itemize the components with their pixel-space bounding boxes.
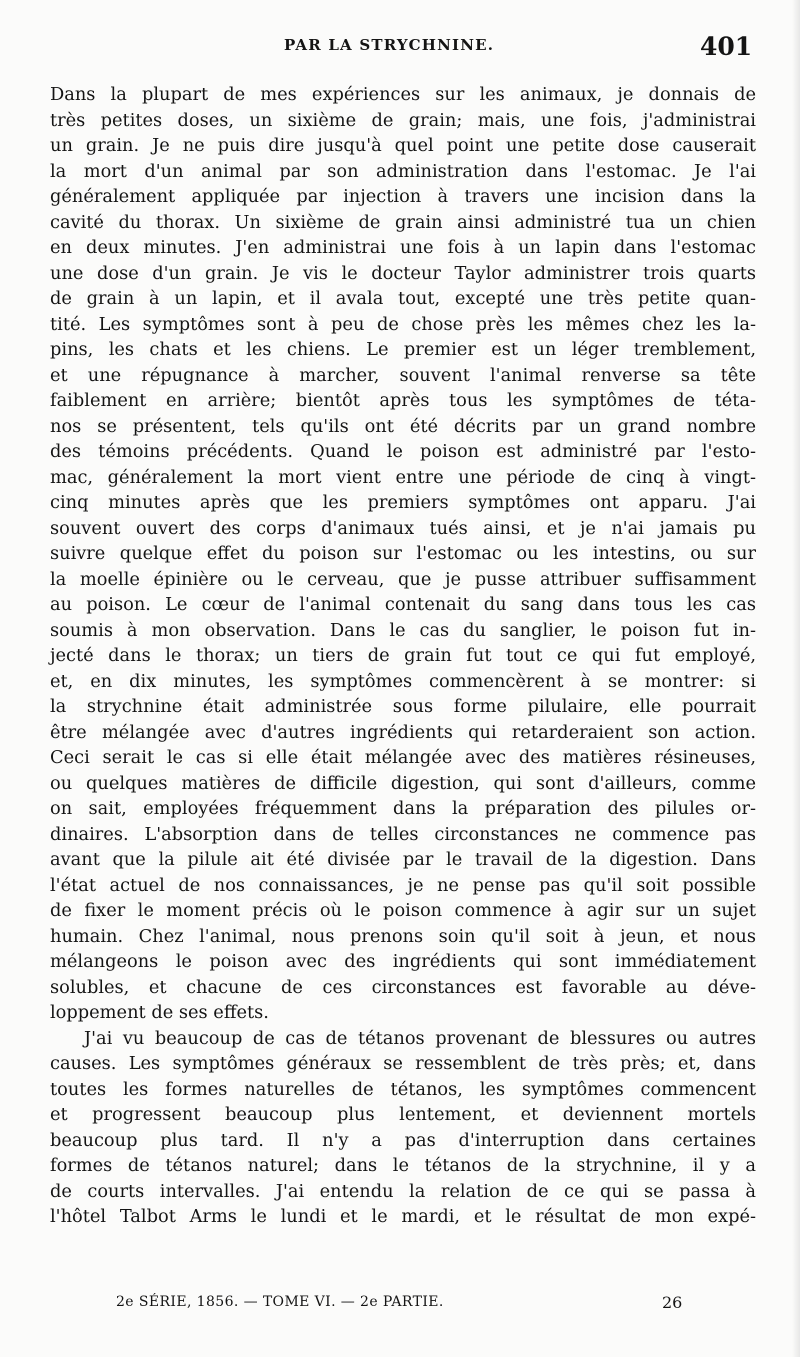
text-line: Ceci serait le cas si elle était mélangée avec des matières résineuses,	[50, 747, 756, 768]
text-line: et progressent beaucoup plus lentement, et deviennent mortels	[50, 1104, 756, 1125]
paragraph-start-line: J'ai vu beaucoup de cas de tétanos provenant de blessures ou autres	[84, 1027, 756, 1049]
text-line: avant que la pilule ait été divisée par le travail de la digestion. Dans	[50, 849, 756, 870]
text-line: nos se présentent, tels qu'ils ont été décrits par un grand nombre	[50, 415, 756, 437]
text-line: solubles, et chacune de ces circonstances est favorable au déve-	[50, 976, 756, 998]
running-title: PAR LA STRYCHNINE.	[284, 36, 495, 54]
text-line: cavité du thorax. Un sixième de grain ainsi administré tua un chien	[50, 211, 756, 233]
text-line: être mélangée avec d'autres ingrédients qui retarderaient son action.	[50, 721, 756, 743]
text-line: pins, les chats et les chiens. Le premier est un léger tremblement,	[50, 339, 756, 360]
text-line: la mort d'un animal par son administration dans l'estomac. Je l'ai	[50, 160, 756, 182]
text-line: la strychnine était administrée sous forme pilulaire, elle pourrait	[50, 696, 756, 717]
text-line: beaucoup plus tard. Il n'y a pas d'interruption dans certaines	[50, 1129, 756, 1151]
text-line: l'hôtel Talbot Arms le lundi et le mardi, et le résultat de mon expé-	[50, 1206, 756, 1227]
footer-signature: 2e SÉRIE, 1856. — TOME VI. — 2e PARTIE.	[116, 1294, 444, 1310]
sheet-number: 26	[662, 1293, 683, 1312]
text-line: on sait, employées fréquemment dans la préparation des pilules or-	[50, 798, 756, 819]
text-line: l'état actuel de nos connaissances, je ne pense pas qu'il soit possible	[50, 874, 756, 896]
text-line: suivre quelque effet du poison sur l'estomac ou les intestins, ou sur	[50, 543, 756, 564]
body-text	[50, 82, 756, 1230]
text-line: causes. Les symptômes généraux se ressemblent de très près; et, dans	[50, 1053, 756, 1074]
text-line: soumis à mon observation. Dans le cas du sanglier, le poison fut in-	[50, 619, 756, 641]
text-line: humain. Chez l'animal, nous prenons soin qu'il soit à jeun, et nous	[50, 925, 756, 947]
text-line: mélangeons le poison avec des ingrédients qui sont immédiatement	[50, 951, 756, 972]
text-line: de courts intervalles. J'ai entendu la relation de ce qui se passa à	[50, 1180, 756, 1202]
text-line: généralement appliquée par injection à travers une incision dans la	[50, 186, 756, 207]
text-line: cinq minutes après que les premiers symptômes ont apparu. J'ai	[50, 492, 756, 513]
text-line: faiblement en arrière; bientôt après tous les symptômes de téta-	[50, 390, 756, 411]
text-line: un grain. Je ne puis dire jusqu'à quel point une petite dose causerait	[50, 135, 756, 156]
text-line: mac, généralement la mort vient entre une période de cinq à vingt-	[50, 466, 756, 488]
text-line: tité. Les symptômes sont à peu de chose près les mêmes chez les la-	[50, 313, 756, 335]
text-line: et, en dix minutes, les symptômes commencèrent à se montrer: si	[50, 670, 756, 692]
paragraph-end-line: loppement de ses effets.	[50, 1002, 269, 1023]
text-line: au poison. Le cœur de l'animal contenait du sang dans tous les cas	[50, 594, 756, 615]
text-line: Dans la plupart de mes expériences sur les animaux, je donnais de	[50, 84, 756, 105]
text-line: en deux minutes. J'en administrai une fois à un lapin dans l'estomac	[50, 237, 756, 258]
text-line: jecté dans le thorax; un tiers de grain fut tout ce qui fut employé,	[50, 645, 756, 666]
text-line: formes de tétanos naturel; dans le tétanos de la strychnine, il y a	[50, 1155, 756, 1176]
text-line: dinaires. L'absorption dans de telles circonstances ne commence pas	[50, 823, 756, 845]
text-line: de fixer le moment précis où le poison commence à agir sur un sujet	[50, 900, 756, 921]
text-line: une dose d'un grain. Je vis le docteur Taylor administrer trois quarts	[50, 262, 756, 284]
text-line: souvent ouvert des corps d'animaux tués ainsi, et je n'ai jamais pu	[50, 517, 756, 539]
text-line: ou quelques matières de difficile digestion, qui sont d'ailleurs, comme	[50, 772, 756, 794]
page-number: 401	[700, 32, 753, 61]
text-line: très petites doses, un sixième de grain; mais, une fois, j'administrai	[50, 109, 756, 131]
page-edge-shadow	[792, 0, 800, 1357]
text-line: et une répugnance à marcher, souvent l'animal renverse sa tête	[50, 364, 756, 386]
text-line: des témoins précédents. Quand le poison est administré par l'esto-	[50, 441, 756, 462]
text-line: la moelle épinière ou le cerveau, que je pusse attribuer suffisamment	[50, 568, 756, 590]
text-line: de grain à un lapin, et il avala tout, excepté une très petite quan-	[50, 288, 756, 309]
text-line: toutes les formes naturelles de tétanos, les symptômes commencent	[50, 1078, 756, 1100]
